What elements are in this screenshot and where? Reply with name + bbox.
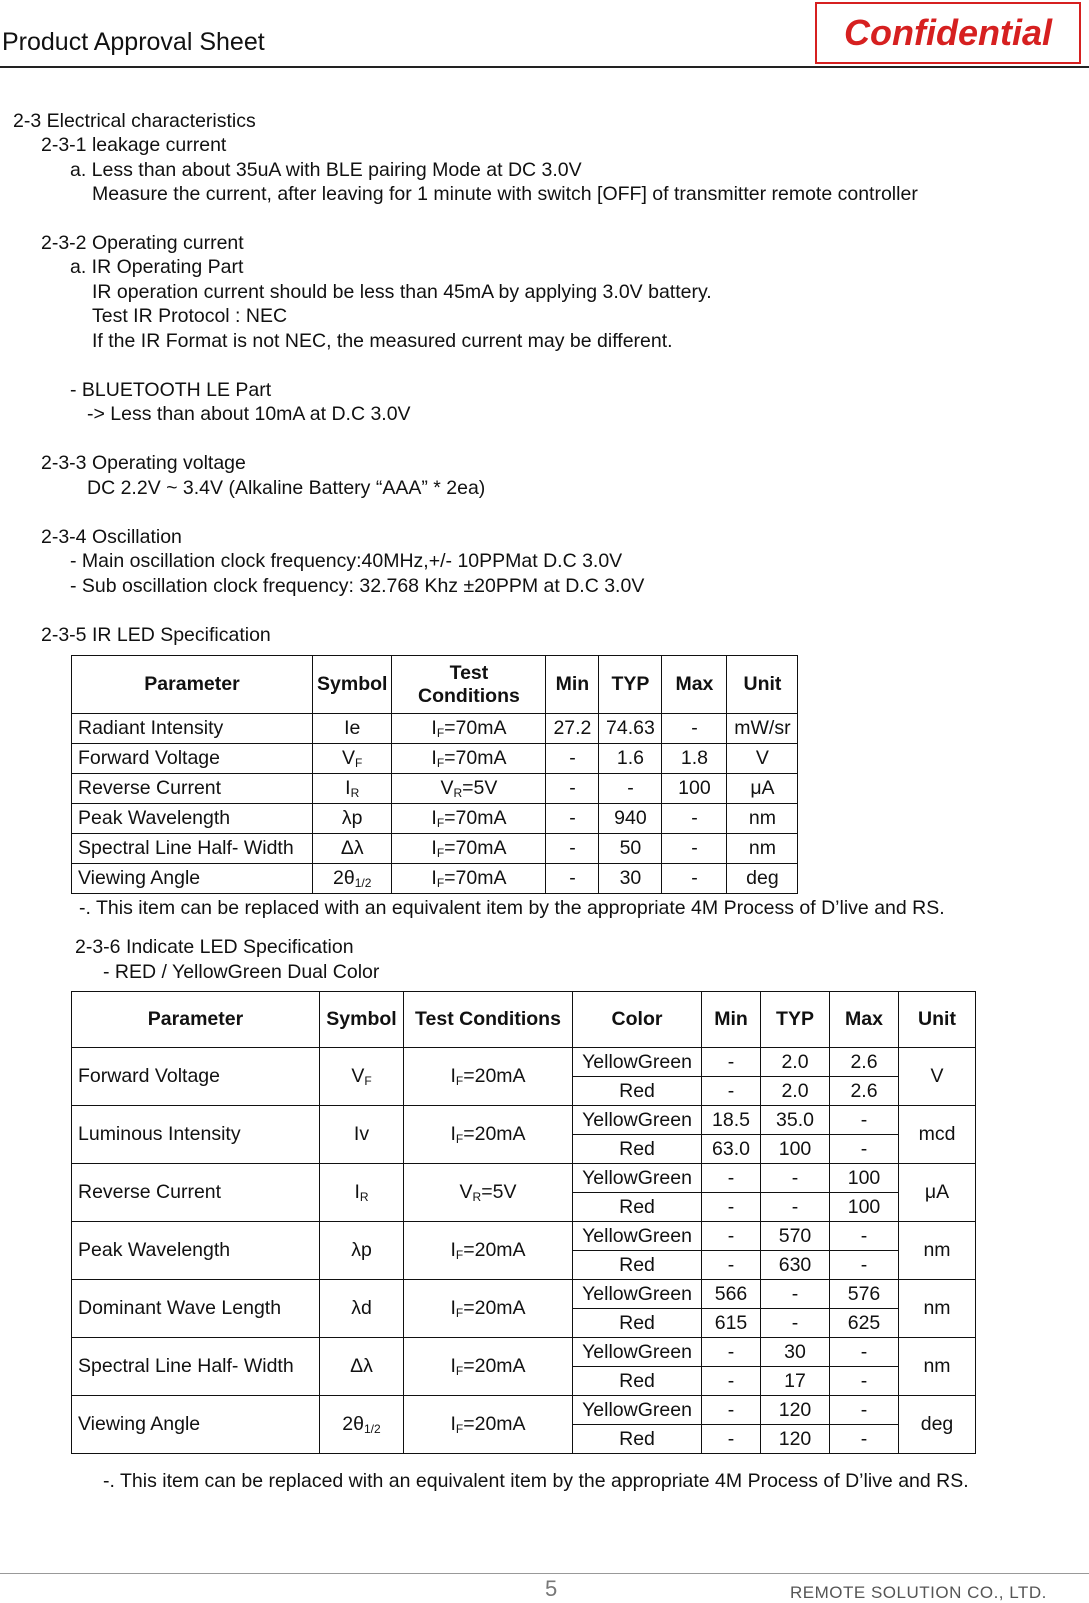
color-cell: YellowGreen: [573, 1222, 702, 1251]
max-cell: -: [830, 1396, 899, 1425]
replacement-note: -. This item can be replaced with an equivalent item by the appropriate 4M Process of D’live and RS.: [103, 1470, 969, 1492]
parameter-cell: Radiant Intensity: [72, 714, 313, 744]
typ-cell: -: [761, 1280, 830, 1309]
symbol-base: 2θ: [333, 867, 355, 889]
max-cell: -: [830, 1338, 899, 1367]
test-condition-cell-value: =20mA: [463, 1413, 526, 1435]
max-cell: 100: [830, 1193, 899, 1222]
max-cell: -: [830, 1222, 899, 1251]
typ-cell: 940: [599, 804, 662, 834]
symbol-cell: [313, 744, 392, 774]
typ-cell: 35.0: [761, 1106, 830, 1135]
typ-cell: 74.63: [599, 714, 662, 744]
typ-cell: 120: [761, 1425, 830, 1454]
parameter-cell: Viewing Angle: [72, 1396, 320, 1454]
test-condition-cell: [404, 1222, 573, 1280]
typ-cell: 630: [761, 1251, 830, 1280]
color-cell: Red: [573, 1077, 702, 1106]
header-test-conditions: Test Conditions: [392, 656, 546, 714]
unit-cell: μA: [727, 774, 798, 804]
max-cell: 1.8: [662, 744, 727, 774]
min-cell: -: [546, 864, 599, 894]
symbol-cell: [313, 714, 392, 744]
max-cell: -: [830, 1135, 899, 1164]
min-cell: -: [702, 1338, 761, 1367]
header-max: Max: [662, 656, 727, 714]
table-row: [72, 1396, 976, 1425]
parameter-cell: Dominant Wave Length: [72, 1280, 320, 1338]
symbol-cell: [313, 834, 392, 864]
unit-cell: μA: [899, 1164, 976, 1222]
test-condition-cell-value: =20mA: [463, 1297, 526, 1319]
table-row: [72, 834, 798, 864]
header-typ: TYP: [761, 992, 830, 1048]
symbol-base: Iv: [353, 1123, 370, 1145]
unit-cell: nm: [899, 1338, 976, 1396]
test-condition-cell-subscript: F: [436, 726, 445, 740]
test-condition-cell-subscript: F: [455, 1422, 464, 1436]
test-condition-cell-value: =70mA: [444, 867, 507, 889]
test-condition-cell-subscript: F: [436, 876, 445, 890]
symbol-base: I: [345, 777, 351, 799]
unit-cell: deg: [899, 1396, 976, 1454]
document-title: Product Approval Sheet: [2, 28, 265, 56]
parameter-cell: Reverse Current: [72, 1164, 320, 1222]
min-cell: 27.2: [546, 714, 599, 744]
test-condition-cell-subscript: F: [455, 1248, 464, 1262]
test-condition-cell-subscript: R: [472, 1190, 482, 1204]
unit-cell: nm: [899, 1222, 976, 1280]
symbol-base: Δλ: [340, 837, 364, 859]
symbol-cell: [313, 864, 392, 894]
indicator-led-heading: 2-3-6 Indicate LED Specification: [75, 936, 354, 958]
symbol-base: V: [351, 1065, 365, 1087]
min-cell: -: [702, 1396, 761, 1425]
test-condition-cell-subscript: F: [436, 756, 445, 770]
symbol-subscript: F: [355, 756, 363, 770]
operating-ir-item: a. IR Operating Part: [70, 256, 244, 278]
typ-cell: 30: [599, 864, 662, 894]
test-condition-cell: [404, 1338, 573, 1396]
typ-cell: -: [761, 1193, 830, 1222]
footer-divider: [0, 1573, 1089, 1574]
max-cell: -: [662, 834, 727, 864]
test-condition-cell: [392, 864, 546, 894]
parameter-cell: Viewing Angle: [72, 864, 313, 894]
indicator-led-table: [71, 991, 976, 1454]
min-cell: -: [702, 1077, 761, 1106]
min-cell: -: [702, 1425, 761, 1454]
test-condition-cell-base: V: [440, 777, 454, 799]
voltage-line: DC 2.2V ~ 3.4V (Alkaline Battery “AAA” * 2ea): [87, 477, 486, 499]
color-cell: YellowGreen: [573, 1396, 702, 1425]
parameter-cell: Peak Wavelength: [72, 804, 313, 834]
test-condition-cell: [404, 1280, 573, 1338]
max-cell: -: [662, 864, 727, 894]
table-row: [72, 1280, 976, 1309]
max-cell: 100: [662, 774, 727, 804]
symbol-cell: [313, 804, 392, 834]
symbol-base: λd: [351, 1297, 372, 1319]
min-cell: -: [702, 1222, 761, 1251]
test-condition-cell-base: I: [431, 807, 437, 829]
header-min: Min: [546, 656, 599, 714]
symbol-cell: [313, 774, 392, 804]
test-condition-cell-value: =20mA: [463, 1123, 526, 1145]
symbol-subscript: R: [359, 1190, 369, 1204]
test-condition-cell-base: I: [431, 867, 437, 889]
test-condition-cell-base: I: [431, 747, 437, 769]
test-condition-cell-value: =70mA: [444, 807, 507, 829]
symbol-base: λp: [351, 1239, 372, 1261]
test-condition-cell: [392, 714, 546, 744]
symbol-cell: [320, 1048, 404, 1106]
symbol-cell: [320, 1164, 404, 1222]
symbol-subscript: 1/2: [354, 876, 372, 890]
company-name: REMOTE SOLUTION CO., LTD.: [790, 1583, 1047, 1602]
operating-ir-line: If the IR Format is not NEC, the measured current may be different.: [92, 330, 673, 352]
test-condition-cell-subscript: F: [436, 846, 445, 860]
header-divider: [0, 66, 1089, 68]
symbol-base: Δλ: [350, 1355, 373, 1377]
color-cell: Red: [573, 1367, 702, 1396]
header-symbol: Symbol: [320, 992, 404, 1048]
color-cell: Red: [573, 1193, 702, 1222]
oscillation-heading: 2-3-4 Oscillation: [41, 526, 182, 548]
min-cell: -: [702, 1164, 761, 1193]
unit-cell: V: [727, 744, 798, 774]
typ-cell: 17: [761, 1367, 830, 1396]
color-cell: Red: [573, 1309, 702, 1338]
symbol-cell: [320, 1396, 404, 1454]
table-row: [72, 1106, 976, 1135]
operating-heading: 2-3-2 Operating current: [41, 232, 244, 254]
min-cell: 63.0: [702, 1135, 761, 1164]
table-row: [72, 1164, 976, 1193]
min-cell: -: [702, 1251, 761, 1280]
test-condition-cell-subscript: F: [455, 1074, 464, 1088]
typ-cell: 570: [761, 1222, 830, 1251]
color-cell: YellowGreen: [573, 1338, 702, 1367]
symbol-subscript: F: [364, 1074, 372, 1088]
ir-led-heading: 2-3-5 IR LED Specification: [41, 624, 271, 646]
test-condition-cell-value: =70mA: [444, 747, 507, 769]
header-test-conditions: Test Conditions: [404, 992, 573, 1048]
header-max: Max: [830, 992, 899, 1048]
max-cell: 576: [830, 1280, 899, 1309]
parameter-cell: Forward Voltage: [72, 1048, 320, 1106]
test-condition-cell-base: I: [431, 717, 437, 739]
unit-cell: nm: [899, 1280, 976, 1338]
color-cell: YellowGreen: [573, 1164, 702, 1193]
test-condition-cell-value: =20mA: [463, 1355, 526, 1377]
min-cell: -: [702, 1193, 761, 1222]
test-condition-cell-value: =70mA: [444, 717, 507, 739]
test-condition-cell-base: I: [450, 1123, 456, 1145]
parameter-cell: Reverse Current: [72, 774, 313, 804]
test-condition-cell-subscript: F: [455, 1306, 464, 1320]
test-condition-cell-value: =20mA: [463, 1239, 526, 1261]
test-condition-cell-base: I: [450, 1297, 456, 1319]
max-cell: 100: [830, 1164, 899, 1193]
test-condition-cell: [392, 744, 546, 774]
leakage-item: a. Less than about 35uA with BLE pairing Mode at DC 3.0V: [70, 159, 582, 181]
ir-led-table: [71, 655, 798, 894]
color-cell: Red: [573, 1135, 702, 1164]
table-row: [72, 864, 798, 894]
color-cell: Red: [573, 1425, 702, 1454]
typ-cell: 100: [761, 1135, 830, 1164]
typ-cell: 1.6: [599, 744, 662, 774]
color-cell: YellowGreen: [573, 1106, 702, 1135]
test-condition-cell-base: I: [450, 1239, 456, 1261]
table-row: [72, 744, 798, 774]
parameter-cell: Luminous Intensity: [72, 1106, 320, 1164]
table-row: [72, 774, 798, 804]
symbol-subscript: 1/2: [364, 1422, 381, 1436]
indicator-led-subtitle: - RED / YellowGreen Dual Color: [103, 961, 380, 983]
test-condition-cell-subscript: F: [455, 1364, 464, 1378]
color-cell: YellowGreen: [573, 1048, 702, 1077]
operating-ir-line: IR operation current should be less than 45mA by applying 3.0V battery.: [92, 281, 712, 303]
test-condition-cell: [392, 804, 546, 834]
test-condition-cell-base: I: [450, 1413, 456, 1435]
oscillation-line: - Main oscillation clock frequency:40MHz,+/- 10PPMat D.C 3.0V: [70, 550, 623, 572]
test-condition-cell-value: =20mA: [463, 1065, 526, 1087]
leakage-note: Measure the current, after leaving for 1 minute with switch [OFF] of transmitter remote controller: [92, 183, 918, 205]
operating-ir-line: Test IR Protocol : NEC: [92, 305, 288, 327]
min-cell: 18.5: [702, 1106, 761, 1135]
min-cell: -: [546, 774, 599, 804]
min-cell: -: [702, 1048, 761, 1077]
table-row: [72, 1048, 976, 1077]
symbol-cell: [320, 1222, 404, 1280]
header-parameter: Parameter: [72, 656, 313, 714]
voltage-heading: 2-3-3 Operating voltage: [41, 452, 246, 474]
unit-cell: V: [899, 1048, 976, 1106]
test-condition-cell-value: =5V: [481, 1181, 517, 1203]
replacement-note: -. This item can be replaced with an equivalent item by the appropriate 4M Process of D’live and RS.: [79, 897, 945, 919]
unit-cell: nm: [727, 834, 798, 864]
symbol-base: V: [342, 747, 356, 769]
section-heading: 2-3 Electrical characteristics: [13, 110, 256, 132]
test-condition-cell: [404, 1396, 573, 1454]
test-condition-cell-base: I: [450, 1355, 456, 1377]
confidential-stamp: Confidential: [815, 2, 1081, 64]
parameter-cell: Spectral Line Half- Width: [72, 1338, 320, 1396]
min-cell: -: [546, 744, 599, 774]
typ-cell: 2.0: [761, 1077, 830, 1106]
symbol-subscript: R: [350, 786, 360, 800]
test-condition-cell: [392, 834, 546, 864]
max-cell: 625: [830, 1309, 899, 1338]
max-cell: -: [830, 1367, 899, 1396]
test-condition-cell-base: V: [459, 1181, 473, 1203]
parameter-cell: Forward Voltage: [72, 744, 313, 774]
unit-cell: nm: [727, 804, 798, 834]
unit-cell: mW/sr: [727, 714, 798, 744]
operating-ble-item: - BLUETOOTH LE Part: [70, 379, 272, 401]
unit-cell: deg: [727, 864, 798, 894]
max-cell: -: [662, 804, 727, 834]
max-cell: -: [830, 1425, 899, 1454]
min-cell: -: [546, 834, 599, 864]
max-cell: -: [830, 1251, 899, 1280]
symbol-base: I: [354, 1181, 360, 1203]
min-cell: 615: [702, 1309, 761, 1338]
test-condition-cell-subscript: F: [436, 816, 445, 830]
symbol-base: Ie: [344, 717, 361, 739]
test-condition-cell-base: I: [431, 837, 437, 859]
oscillation-line: - Sub oscillation clock frequency: 32.768 Khz ±20PPM at D.C 3.0V: [70, 575, 645, 597]
typ-cell: -: [599, 774, 662, 804]
test-condition-cell: [392, 774, 546, 804]
min-cell: -: [546, 804, 599, 834]
test-condition-cell-value: =5V: [462, 777, 498, 799]
table-row: [72, 714, 798, 744]
unit-cell: mcd: [899, 1106, 976, 1164]
max-cell: 2.6: [830, 1077, 899, 1106]
typ-cell: 2.0: [761, 1048, 830, 1077]
color-cell: Red: [573, 1251, 702, 1280]
leakage-heading: 2-3-1 leakage current: [41, 134, 227, 156]
test-condition-cell: [404, 1048, 573, 1106]
table-row: [72, 1222, 976, 1251]
header-unit: Unit: [727, 656, 798, 714]
symbol-cell: [320, 1106, 404, 1164]
header-parameter: Parameter: [72, 992, 320, 1048]
typ-cell: -: [761, 1309, 830, 1338]
parameter-cell: Spectral Line Half- Width: [72, 834, 313, 864]
test-condition-cell-base: I: [450, 1065, 456, 1087]
max-cell: 2.6: [830, 1048, 899, 1077]
typ-cell: 120: [761, 1396, 830, 1425]
operating-ble-line: -> Less than about 10mA at D.C 3.0V: [87, 403, 411, 425]
header-typ: TYP: [599, 656, 662, 714]
typ-cell: -: [761, 1164, 830, 1193]
typ-cell: 50: [599, 834, 662, 864]
color-cell: YellowGreen: [573, 1280, 702, 1309]
page-number: 5: [545, 1576, 558, 1601]
symbol-base: λp: [341, 807, 363, 829]
test-condition-cell-subscript: R: [453, 786, 463, 800]
min-cell: -: [702, 1367, 761, 1396]
min-cell: 566: [702, 1280, 761, 1309]
header-unit: Unit: [899, 992, 976, 1048]
max-cell: -: [830, 1106, 899, 1135]
symbol-base: 2θ: [342, 1413, 364, 1435]
test-condition-cell: [404, 1164, 573, 1222]
symbol-cell: [320, 1338, 404, 1396]
header-min: Min: [702, 992, 761, 1048]
parameter-cell: Peak Wavelength: [72, 1222, 320, 1280]
test-condition-cell-subscript: F: [455, 1132, 464, 1146]
header-color: Color: [573, 992, 702, 1048]
table-row: [72, 804, 798, 834]
table-row: [72, 1338, 976, 1367]
max-cell: -: [662, 714, 727, 744]
test-condition-cell: [404, 1106, 573, 1164]
symbol-cell: [320, 1280, 404, 1338]
typ-cell: 30: [761, 1338, 830, 1367]
test-condition-cell-value: =70mA: [444, 837, 507, 859]
header-symbol: Symbol: [313, 656, 392, 714]
